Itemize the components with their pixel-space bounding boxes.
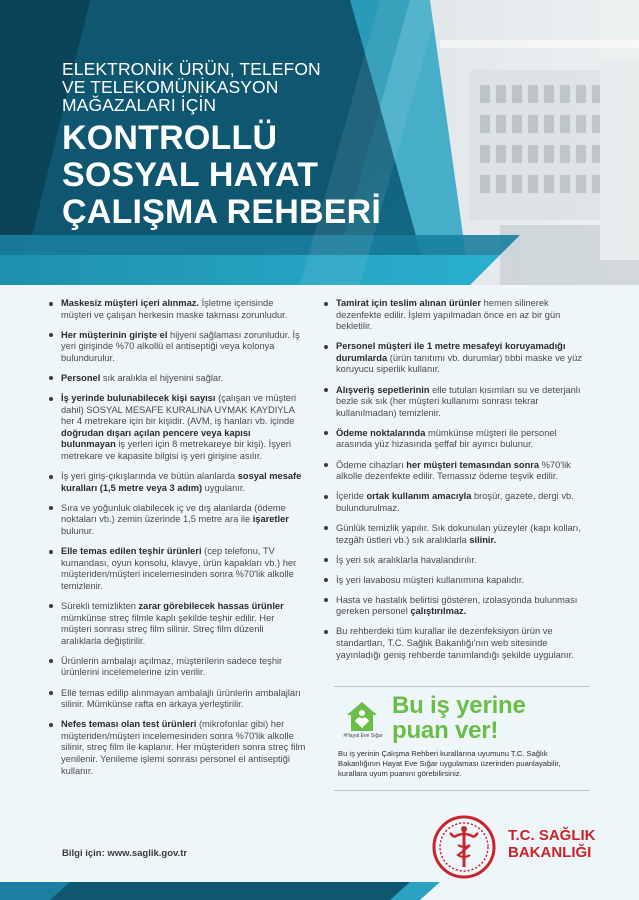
left-column bbox=[48, 298, 306, 786]
rule-item bbox=[48, 393, 306, 463]
rule-text-bold: silinir. bbox=[469, 534, 497, 545]
rule-text: mümkünse streç filmle kaplı şekilde teşhir edilir. Her müşteri sonrası streç film silinir. Streç film düzenli aralıklarla değiştirilir. bbox=[61, 612, 275, 646]
ministry-name bbox=[508, 827, 596, 861]
rule-text: %70'lik alkolle dezenfekte edilir. Temassız ödeme teşvik edilir. bbox=[336, 459, 571, 482]
rule-text: (cep telefonu, TV kumandası, oyun konsolu, klavye, ürün kapakları vb.) her müşteriden/müşteri incelemesinden sonra %70'lik alkolle temizlenir. bbox=[61, 546, 297, 591]
header-subtitle bbox=[62, 60, 442, 114]
logo-caption: #Hayat Eve Sığar bbox=[343, 733, 383, 739]
rule-text-bold: sosyal mesafe kuralları (1,5 metre veya 3 adım) bbox=[61, 471, 302, 493]
rule-text: İş yeri lavabosu müşteri kullanımına kapalıdır. bbox=[336, 574, 525, 585]
ministry-name-line: BAKANLIĞI bbox=[508, 844, 592, 861]
title-line: KONTROLLÜ bbox=[62, 119, 278, 157]
header-text bbox=[62, 60, 442, 231]
rule-text: mümkünse müşteri ile personel arasında yüz hizasında şeffaf bir ayırıcı bulunur. bbox=[336, 427, 557, 450]
rule-item bbox=[48, 471, 306, 494]
rule-text-bold: Ödeme noktalarında bbox=[336, 427, 426, 438]
rule-text: (çalışan ve müşteri dahil) SOSYAL MESAFE KURALINA UYMAK KAYDIYLA her 4 metrekare için bir kişidir. (AVM, iş hanları vb. içinde bbox=[61, 393, 297, 427]
rule-item bbox=[48, 688, 306, 711]
rule-text-bold: İş yerinde bulunabilecek kişi sayısı bbox=[61, 393, 216, 404]
rule-text: İşletme içerisinde müşteri ve çalışan herkesin maske takması zorunludur. bbox=[61, 298, 288, 320]
rule-text: İş yeri sık aralıklarla havalandırılır. bbox=[336, 554, 477, 565]
rule-text: bulunur. bbox=[61, 526, 95, 536]
rule-item bbox=[48, 503, 306, 538]
rule-text: Günlük temizlik yapılır. Sık dokunulan yüzeyler (kapı kolları, tezgâh üstleri vb.) sık aralıklarla bbox=[336, 522, 581, 545]
rule-text-bold: Elle temas edilen teşhir ürünleri bbox=[61, 546, 202, 557]
ministry-name-line: T.C. SAĞLIK bbox=[508, 827, 596, 844]
rule-text-bold: çalıştırılmaz. bbox=[410, 606, 467, 617]
rule-text: Sıra ve yoğunluk olabilecek iç ve dış alanlarda (ödeme noktaları vb.) zemin üzerinde 1,5 metre ara ile bbox=[61, 502, 286, 525]
rule-text: Sürekli temizlikten bbox=[61, 600, 139, 611]
rule-item bbox=[323, 555, 590, 567]
rule-item bbox=[323, 298, 590, 333]
rule-text: elle tutulan kısımları su ve deterjanlı bezle sık sık (her müşteri kullanımı sonrası tekrar kullanılmadan) temizlenir. bbox=[336, 384, 581, 418]
rule-text: Bu rehberdeki tüm kurallar ile dezenfeksiyon ürün ve standartları, T.C. Sağlık Bakanlığı'nın web sitesinde yayınladığı geniş rehberde tanımlandığı şekilde uygulanır. bbox=[336, 626, 574, 660]
subtitle-line: MAĞAZALARI İÇİN bbox=[62, 95, 217, 115]
rule-text: Ödeme cihazları bbox=[336, 459, 407, 470]
rule-text: İçeride bbox=[336, 491, 367, 502]
rule-item bbox=[48, 330, 306, 365]
rule-text-bold: zarar görebilecek hassas ürünler bbox=[138, 600, 284, 611]
rule-item bbox=[323, 341, 590, 376]
rule-text: broşür, gazete, dergi vb. bulundurulmaz. bbox=[336, 491, 574, 513]
rule-text: sık aralıkla el hijyenini sağlar. bbox=[100, 372, 224, 383]
rule-text-bold: Her müşterinin girişte el bbox=[61, 329, 168, 340]
ministry-emblem-icon bbox=[432, 815, 496, 879]
rate-title bbox=[392, 693, 526, 743]
rule-item bbox=[48, 298, 306, 321]
rule-text-bold: Nefes teması olan test ürünleri bbox=[61, 719, 197, 730]
rule-item bbox=[48, 719, 306, 777]
subtitle-line: ELEKTRONİK ÜRÜN, TELEFON bbox=[62, 59, 321, 79]
rule-text: hemen silinerek dezenfekte edilir. İşlem yapılmadan önce en az bir gün bekletilir. bbox=[336, 298, 561, 332]
rule-text: Elle temas edilip alınmayan ambalajlı ürünlerin ambalajları silinir. Mümkünse rafta en arkaya yerleştirilir. bbox=[61, 687, 301, 710]
rule-text-bold: Personel bbox=[61, 372, 101, 383]
title-line: ÇALIŞMA REHBERİ bbox=[62, 193, 382, 231]
rule-text-bold: her müşteri temasından sonra bbox=[406, 459, 540, 470]
rule-text: Ürünlerin ambalajı açılmaz, müşterilerin sadece teşhir ürünlerini incelemelerine izin verilir. bbox=[61, 655, 283, 678]
rule-item bbox=[323, 523, 590, 546]
rating-box bbox=[334, 686, 590, 791]
footer-band bbox=[0, 882, 639, 900]
rule-text: uygulanır. bbox=[202, 482, 245, 493]
rule-text-bold: Maskesiz müşteri içeri alınmaz. bbox=[61, 298, 199, 308]
rules-content bbox=[0, 285, 639, 882]
page-title bbox=[62, 120, 442, 231]
rule-text: iş yerleri için 8 metrekareye bir kişi). İşyeri metrekare ve kapasite bilgisi iş yeri girişine asılır. bbox=[61, 439, 291, 462]
rule-item bbox=[48, 656, 306, 679]
right-rules-list bbox=[323, 298, 590, 661]
rule-text-bold: Personel müşteri ile 1 metre mesafeyi koruyamadığı durumlarda bbox=[336, 341, 566, 363]
rule-item bbox=[323, 575, 590, 587]
rule-item bbox=[48, 601, 306, 647]
rate-title-line: Bu iş yerine bbox=[392, 692, 526, 719]
left-rules-list bbox=[48, 298, 306, 777]
rule-text: hijyeni sağlaması zorunludur. İş yeri girişinde %70 alkollü el antiseptiği veya kolonya bulundurulur. bbox=[61, 329, 300, 363]
rule-item bbox=[323, 428, 590, 451]
rule-text: (ürün tanıtımı vb. durumlar) tıbbi maske ve yüz koruyucu siperlik kullanır. bbox=[336, 352, 582, 375]
rule-text-bold: işaretler bbox=[252, 514, 289, 525]
rule-text-bold: ortak kullanım amacıyla bbox=[366, 491, 472, 502]
rule-item bbox=[48, 546, 306, 592]
rule-item bbox=[323, 385, 590, 420]
rule-text: Hasta ve hastalık belirtisi gösteren, izolasyonda bulunması gereken personel bbox=[336, 594, 578, 617]
subtitle-line: VE TELEKOMÜNİKASYON bbox=[62, 77, 279, 97]
rule-item bbox=[323, 595, 590, 618]
rule-item bbox=[323, 626, 590, 661]
rule-text: (mikrofonlar gibi) her müşteriden/müşteri incelemesinden sonra %70'lik alkolle silinir, streç film ile kaplanır. Her müşteriden sonra streç film yenilenir. Yenileme işlemi sonrası personel el antiseptiği kullanır. bbox=[61, 719, 306, 776]
rule-item bbox=[48, 373, 306, 385]
title-line: SOSYAL HAYAT bbox=[62, 156, 319, 194]
hayat-eve-sigar-icon bbox=[344, 699, 380, 735]
ministry-block bbox=[432, 815, 602, 879]
rule-text: İş yeri giriş-çıkışlarında ve bütün alanlarda bbox=[61, 471, 238, 482]
rule-text-bold: Alışveriş sepetlerinin bbox=[336, 384, 430, 395]
right-column bbox=[323, 298, 590, 670]
rule-text-bold: doğrudan dışarı açılan pencere veya kapısı bulunmayan bbox=[61, 427, 251, 450]
info-link[interactable]: Bilgi için: www.saglik.gov.tr bbox=[62, 848, 188, 859]
header-banner bbox=[0, 0, 639, 285]
rule-item bbox=[323, 460, 590, 483]
rating-description: Bu iş yerinin Çalışma Rehberi kurallarına uyumunu T.C. Sağlık Bakanlığının Hayat Eve Sığar uygulaması üzerinden puanlayabilir, kurallara uyum puanını görebilirsiniz. bbox=[338, 749, 561, 778]
rule-item bbox=[323, 491, 590, 514]
rate-title-line: puan ver! bbox=[392, 717, 499, 744]
rule-text-bold: Tamirat için teslim alınan ürünler bbox=[336, 298, 482, 308]
